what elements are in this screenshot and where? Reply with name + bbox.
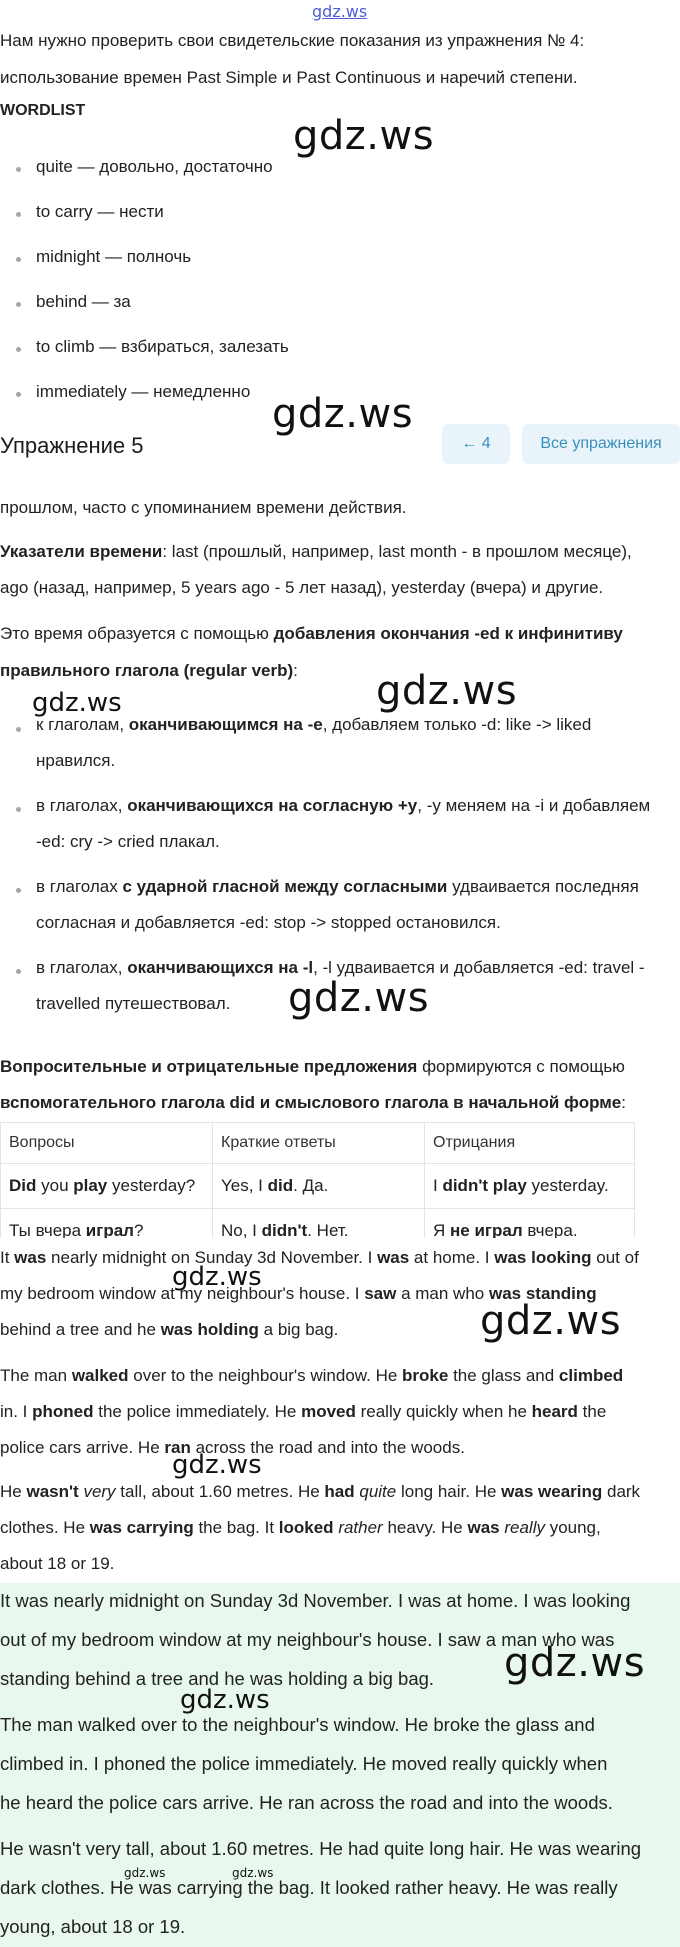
watermark: gdz.ws: [180, 1685, 270, 1715]
answer-box-line: He wasn't very tall, about 1.60 metres. He had quite long hair. He was wearing: [0, 1838, 642, 1859]
theory-line-1: прошлом, часто с упоминанием времени действия.: [0, 498, 407, 517]
table-header-cell: Отрицания: [425, 1123, 635, 1164]
bullet-icon: [16, 347, 21, 352]
watermark: gdz.ws: [504, 1640, 646, 1686]
formation-line-1: Это время образуется с помощью добавления окончания -ed к инфинитиву: [0, 624, 623, 643]
answer-line: in. I phoned the police immediately. He moved really quickly when he heard the: [0, 1402, 607, 1421]
time-markers-line-1: Указатели времени: last (прошлый, например, last month - в прошлом месяце),: [0, 542, 632, 561]
prev-exercise-button[interactable]: ← 4: [442, 424, 510, 464]
bullet-icon: [16, 302, 21, 307]
watermark: gdz.ws: [124, 1866, 166, 1880]
watermark: gdz.ws: [232, 1866, 274, 1880]
answer-line: clothes. He was carrying the bag. It looked rather heavy. He was really young,: [0, 1518, 601, 1537]
intro-line-2: использование времен Past Simple и Past Continuous и наречий степени.: [0, 68, 578, 87]
exercise-title: Упражнение 5: [0, 433, 144, 458]
table-clip: [0, 1122, 680, 1238]
watermark: gdz.ws: [172, 1450, 262, 1480]
table-cell: Я не играл вчера.: [425, 1209, 635, 1239]
table-header-row: [1, 1123, 635, 1164]
table-header-cell: Краткие ответы: [213, 1123, 425, 1164]
questions-line-1: Вопросительные и отрицательные предложения формируются с помощью: [0, 1057, 625, 1076]
wordlist-heading: WORDLIST: [0, 102, 86, 119]
bullet-icon: [16, 969, 21, 974]
watermark: gdz.ws: [376, 668, 518, 714]
table-cell: Yes, I did. Да.: [213, 1164, 425, 1209]
answer-box-line: out of my bedroom window at my neighbour's house. I saw a man who was: [0, 1629, 615, 1650]
watermark: gdz.ws: [32, 688, 122, 718]
bullet-icon: [16, 392, 21, 397]
questions-line-2: вспомогательного глагола did и смыслового глагола в начальной форме:: [0, 1093, 626, 1112]
all-exercises-button[interactable]: Все упражнения: [522, 424, 680, 464]
answer-line: The man walked over to the neighbour's window. He broke the glass and climbed: [0, 1366, 624, 1385]
table-row: [1, 1164, 635, 1209]
watermark: gdz.ws: [288, 975, 430, 1021]
table-cell: I didn't play yesterday.: [425, 1164, 635, 1209]
answer-line: behind a tree and he was holding a big bag.: [0, 1320, 339, 1339]
answer-line: It was nearly midnight on Sunday 3d November. I was at home. I was looking out of: [0, 1248, 639, 1267]
answer-line: my bedroom window at my neighbour's house. I saw a man who was standing: [0, 1284, 597, 1303]
bullet-icon: [16, 727, 21, 732]
bullet-icon: [16, 807, 21, 812]
answer-box-line: The man walked over to the neighbour's window. He broke the glass and: [0, 1714, 595, 1735]
watermark: gdz.ws: [172, 1262, 262, 1292]
watermark: gdz.ws: [272, 391, 414, 437]
answer-box-line: climbed in. I phoned the police immediately. He moved really quickly when: [0, 1753, 608, 1774]
table-cell: Ты вчера играл?: [1, 1209, 213, 1239]
time-markers-line-2: ago (назад, например, 5 years ago - 5 лет назад), yesterday (вчера) и другие.: [0, 578, 604, 597]
watermark-link[interactable]: gdz.ws: [312, 2, 368, 21]
answer-box-line: young, about 18 or 19.: [0, 1916, 186, 1937]
table-header-cell: Вопросы: [1, 1123, 213, 1164]
bullet-icon: [16, 888, 21, 893]
table-row: [1, 1209, 635, 1239]
watermark: gdz.ws: [480, 1298, 622, 1344]
bullet-icon: [16, 257, 21, 262]
answer-line: police cars arrive. He ran across the road and into the woods.: [0, 1438, 465, 1457]
answer-box-line: dark clothes. He was carrying the bag. It looked rather heavy. He was really: [0, 1877, 618, 1898]
bullet-icon: [16, 212, 21, 217]
answer-line: He wasn't very tall, about 1.60 metres. He had quite long hair. He was wearing dark: [0, 1482, 641, 1501]
watermark: gdz.ws: [293, 113, 435, 159]
bullet-icon: [16, 167, 21, 172]
answer-line: about 18 or 19.: [0, 1554, 115, 1573]
formation-line-2: правильного глагола (regular verb):: [0, 661, 298, 680]
answer-box-line: It was nearly midnight on Sunday 3d November. I was at home. I was looking: [0, 1590, 631, 1611]
grammar-table: [0, 1122, 635, 1238]
table-cell: No, I didn't. Нет.: [213, 1209, 425, 1239]
answer-box-line: he heard the police cars arrive. He ran across the road and into the woods.: [0, 1792, 613, 1813]
answer-box-line: standing behind a tree and he was holding a big bag.: [0, 1668, 435, 1689]
table-cell: Did you play yesterday?: [1, 1164, 213, 1209]
intro-line-1: Нам нужно проверить свои свидетельские показания из упражнения № 4:: [0, 31, 585, 50]
